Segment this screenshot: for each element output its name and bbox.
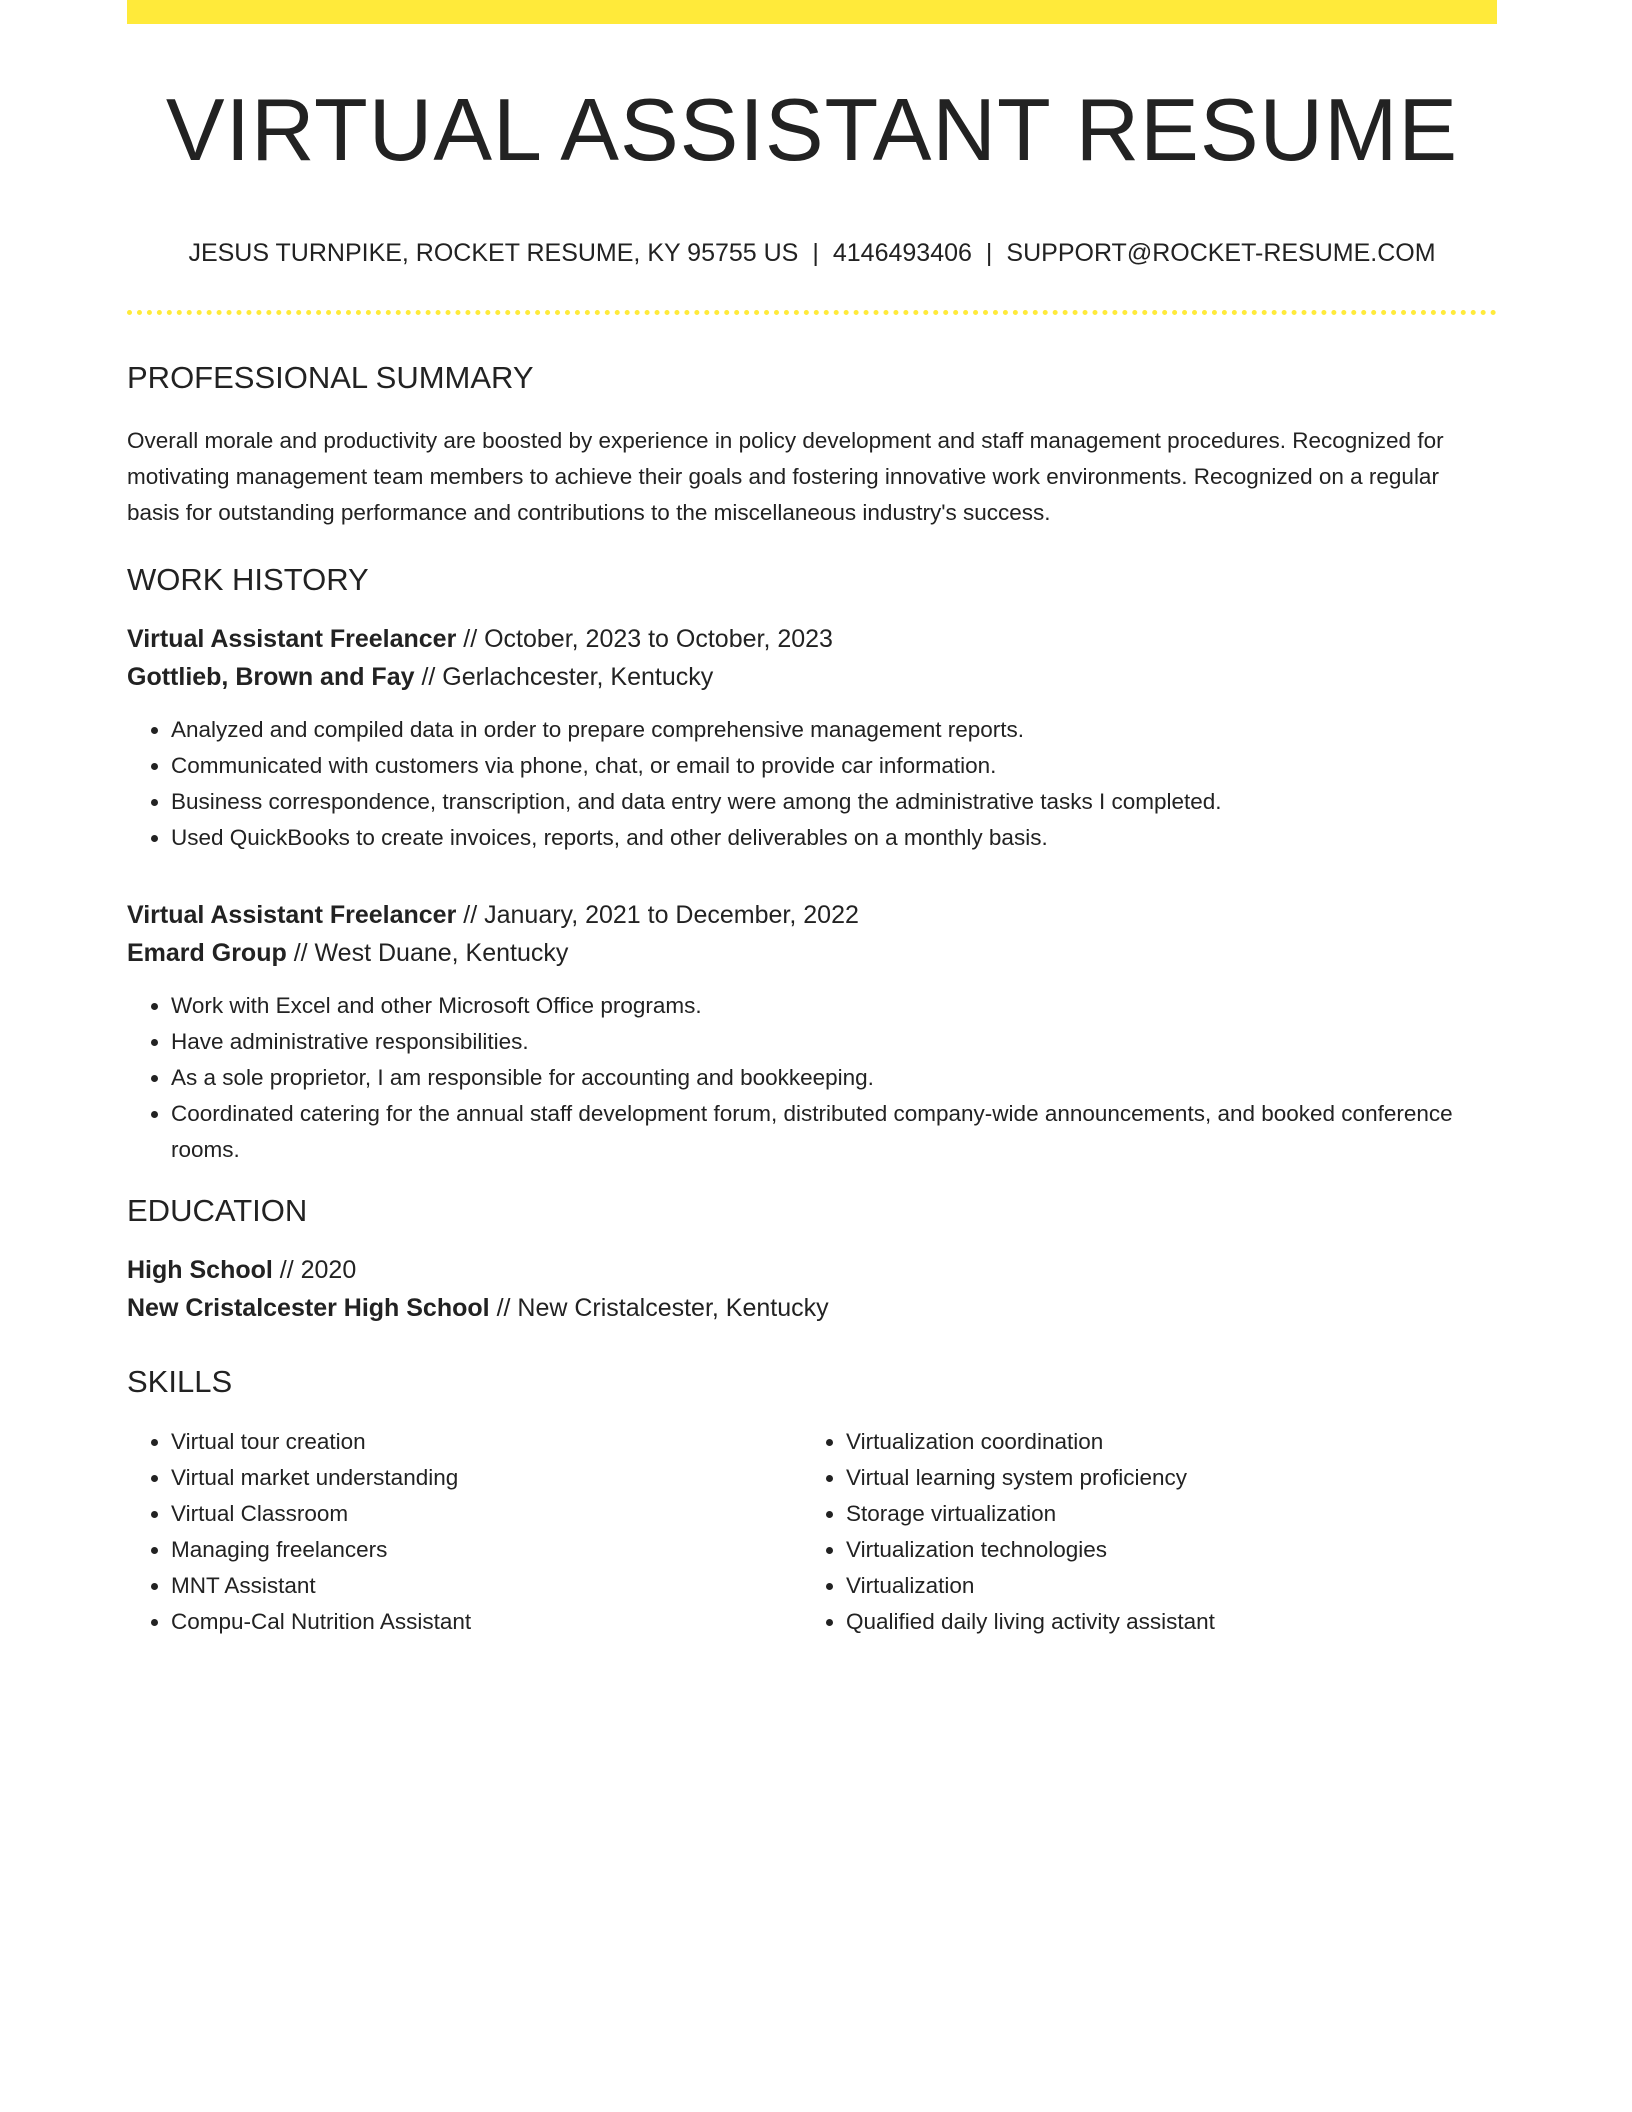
list-item: • Communicated with customers via phone, chat, or email to provide car information. <box>171 748 1497 784</box>
list-item: • Virtual market understanding <box>171 1460 802 1496</box>
education-degree: High School <box>127 1255 273 1284</box>
list-item: • Storage virtualization <box>846 1496 1477 1532</box>
job-title: Virtual Assistant Freelancer <box>127 900 457 929</box>
education-school-line <box>127 1289 1497 1327</box>
education-degree-line <box>127 1251 1497 1289</box>
list-item: • Used QuickBooks to create invoices, reports, and other deliverables on a monthly basis. <box>171 820 1497 856</box>
resume-title: VIRTUAL ASSISTANT RESUME <box>165 80 1459 179</box>
contact-email: SUPPORT@ROCKET-RESUME.COM <box>1006 239 1436 268</box>
education-school: New Cristalcester High School <box>127 1293 490 1322</box>
professional-summary-section <box>127 359 1497 530</box>
skills-section <box>127 1363 1497 1640</box>
list-item: • Work with Excel and other Microsoft Office programs. <box>171 988 1497 1024</box>
list-item: • Coordinated catering for the annual staff development forum, distributed company-wide announcements, and booked conference rooms. <box>171 1096 1497 1168</box>
summary-text: Overall morale and productivity are boosted by experience in policy development and staff management procedures. Recognized for motivating management team members to achieve their goals and fostering innovative work environments. Recognized on a regular basis for outstanding performance and contributions to the miscellaneous industry's success. <box>127 427 1444 525</box>
list-item: • Have administrative responsibilities. <box>171 1024 1497 1060</box>
section-heading-education: EDUCATION <box>127 1192 308 1228</box>
list-item: • Virtual tour creation <box>171 1424 802 1460</box>
list-item: • Qualified daily living activity assistant <box>846 1604 1477 1640</box>
education-entry <box>127 1251 1497 1327</box>
job-dates: // October, 2023 to October, 2023 <box>463 624 833 653</box>
job-location: // Gerlachcester, Kentucky <box>421 662 714 691</box>
job-company: Gottlieb, Brown and Fay <box>127 662 415 691</box>
job-company-line <box>127 934 1497 972</box>
education-section <box>127 1192 1497 1327</box>
list-item: • Analyzed and compiled data in order to prepare comprehensive management reports. <box>171 712 1497 748</box>
list-item: • Virtualization technologies <box>846 1532 1477 1568</box>
top-accent-bar <box>127 0 1497 24</box>
job-bullets <box>127 988 1497 1168</box>
contact-separator: | <box>812 239 819 268</box>
job-bullets <box>127 712 1497 856</box>
dotted-divider <box>127 310 1497 315</box>
skills-list-left <box>127 1424 802 1640</box>
list-item: • As a sole proprietor, I am responsible for accounting and bookkeeping. <box>171 1060 1497 1096</box>
list-item: • Virtual learning system proficiency <box>846 1460 1477 1496</box>
job-company-line <box>127 658 1497 696</box>
list-item: • Virtualization <box>846 1568 1477 1604</box>
resume-page <box>127 0 1497 1640</box>
contact-phone: 4146493406 <box>832 239 972 268</box>
section-heading-summary: PROFESSIONAL SUMMARY <box>127 360 534 396</box>
skills-columns <box>127 1424 1497 1640</box>
education-year: // 2020 <box>279 1255 357 1284</box>
list-item: • MNT Assistant <box>171 1568 802 1604</box>
job-location: // West Duane, Kentucky <box>293 938 569 967</box>
list-item: • Virtual Classroom <box>171 1496 802 1532</box>
list-item: • Compu-Cal Nutrition Assistant <box>171 1604 802 1640</box>
contact-line <box>127 238 1497 268</box>
job-entry <box>127 896 1497 1168</box>
job-dates: // January, 2021 to December, 2022 <box>463 900 859 929</box>
contact-separator: | <box>985 239 993 268</box>
job-title-line <box>127 620 1497 658</box>
section-heading-work: WORK HISTORY <box>127 561 369 597</box>
contact-address: JESUS TURNPIKE, ROCKET RESUME, KY 95755 US <box>188 239 799 268</box>
skills-list-right <box>802 1424 1477 1640</box>
section-heading-skills: SKILLS <box>127 1363 233 1399</box>
job-company: Emard Group <box>127 938 287 967</box>
job-title-line <box>127 896 1497 934</box>
work-history-section <box>127 561 1497 1168</box>
list-item: • Virtualization coordination <box>846 1424 1477 1460</box>
education-location: // New Cristalcester, Kentucky <box>496 1293 829 1322</box>
list-item: • Business correspondence, transcription, and data entry were among the administrative tasks I completed. <box>171 784 1497 820</box>
job-entry <box>127 620 1497 856</box>
list-item: • Managing freelancers <box>171 1532 802 1568</box>
job-title: Virtual Assistant Freelancer <box>127 624 457 653</box>
